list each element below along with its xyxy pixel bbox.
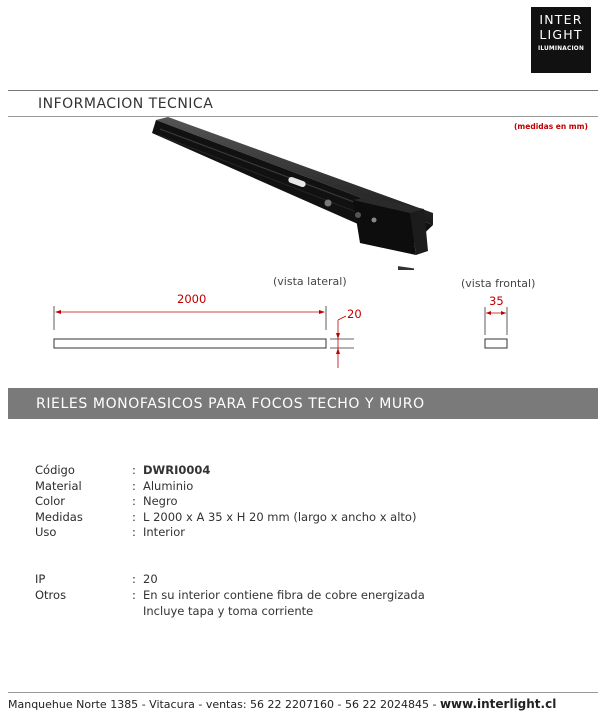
rail-product-image bbox=[148, 115, 433, 270]
lateral-view-label: (vista lateral) bbox=[273, 275, 347, 288]
brand-logo bbox=[531, 7, 591, 73]
spec-value-dimensions: L 2000 x A 35 x H 20 mm (largo x ancho x alto) bbox=[143, 510, 417, 524]
logo-line-2: LIGHT bbox=[539, 27, 583, 42]
spec-value-other-2: Incluye tapa y toma corriente bbox=[143, 604, 314, 618]
spec-value-use: Interior bbox=[143, 525, 185, 539]
lateral-view-drawing bbox=[48, 306, 368, 372]
section-title: INFORMACION TECNICA bbox=[38, 96, 214, 112]
height-dimension: 20 bbox=[347, 307, 362, 321]
footer-divider bbox=[8, 692, 598, 693]
spec-colon: : bbox=[132, 525, 136, 539]
spec-value-ip: 20 bbox=[143, 572, 158, 586]
frontal-view-label: (vista frontal) bbox=[461, 277, 536, 290]
spec-value-code: DWRI0004 bbox=[143, 463, 211, 477]
footer-phone-2: 56 22 2024845 bbox=[345, 698, 429, 711]
spec-label-color: Color bbox=[35, 494, 66, 508]
units-note: (medidas en mm) bbox=[514, 122, 588, 131]
logo-line-3: ILUMINACION bbox=[537, 46, 584, 52]
top-divider bbox=[8, 90, 598, 91]
spec-label-code: Código bbox=[35, 463, 75, 477]
footer-city: Vitacura bbox=[149, 698, 195, 711]
footer-separator: - bbox=[141, 698, 150, 711]
product-title: RIELES MONOFASICOS PARA FOCOS TECHO Y MURO bbox=[36, 396, 425, 412]
footer-separator: - bbox=[198, 698, 206, 711]
spec-colon: : bbox=[132, 479, 136, 493]
spec-value-other: En su interior contiene fibra de cobre energizada bbox=[143, 588, 425, 602]
footer-sales-phone: ventas: 56 22 2207160 bbox=[205, 698, 335, 711]
spec-label-material: Material bbox=[35, 479, 82, 493]
spec-colon: : bbox=[132, 510, 136, 524]
footer-address: Manquehue Norte 1385 bbox=[8, 698, 139, 711]
spec-colon: : bbox=[132, 572, 136, 586]
spec-value-material: Aluminio bbox=[143, 479, 194, 493]
spec-colon: : bbox=[132, 463, 136, 477]
footer-separator: - bbox=[337, 698, 345, 711]
footer-separator: - bbox=[432, 698, 440, 711]
spec-label-use: Uso bbox=[35, 525, 57, 539]
spec-colon: : bbox=[132, 494, 136, 508]
footer-website-link[interactable]: www.interlight.cl bbox=[439, 697, 557, 711]
spec-label-other: Otros bbox=[35, 588, 67, 602]
logo-line-1: INTER bbox=[539, 12, 583, 27]
spec-colon: : bbox=[132, 588, 136, 602]
width-dimension: 35 bbox=[489, 294, 504, 308]
length-dimension: 2000 bbox=[177, 292, 207, 306]
spec-label-ip: IP bbox=[35, 572, 46, 586]
spec-value-color: Negro bbox=[143, 494, 178, 508]
footer bbox=[8, 697, 556, 711]
frontal-view-drawing bbox=[480, 305, 514, 351]
spec-label-dimensions: Medidas bbox=[35, 510, 83, 524]
